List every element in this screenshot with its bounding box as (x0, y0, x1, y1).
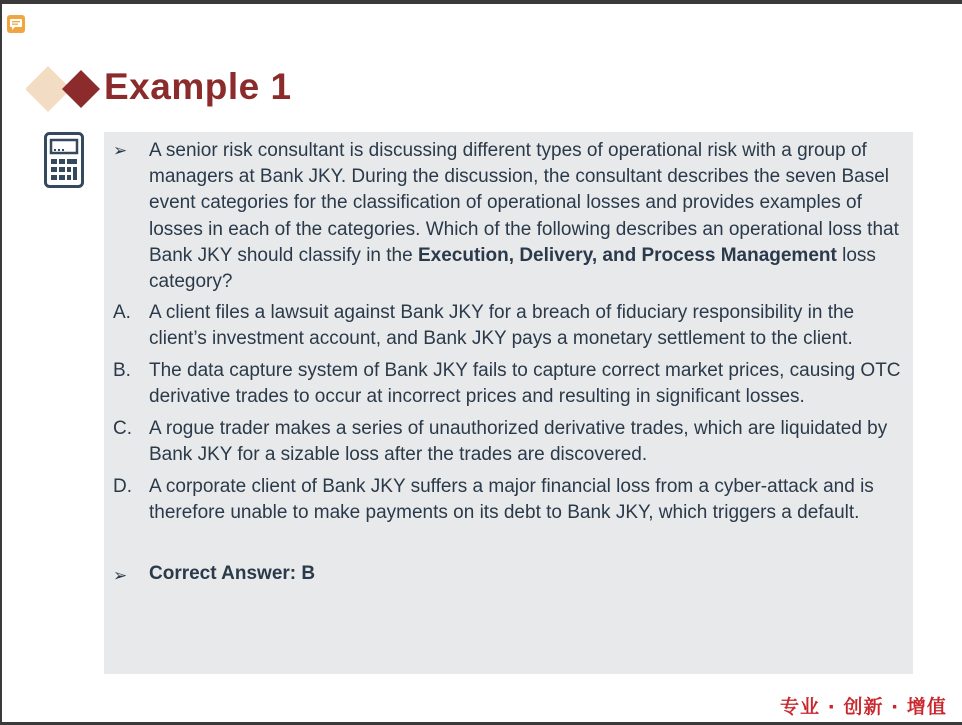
slide-title: Example 1 (104, 66, 292, 107)
option-a-letter: A. (113, 302, 131, 323)
answer-bullet: ➢ (113, 566, 128, 585)
window-top-border (0, 0, 962, 4)
question-bullet: ➢ (113, 141, 128, 160)
correct-answer: Correct Answer: B (149, 563, 316, 584)
diamond-icon (26, 64, 106, 114)
footer-slogan: 专业 · 创新 · 增值 (780, 696, 947, 718)
question-text-bold: Execution, Delivery, and Process Management (417, 244, 837, 266)
question-text-start: A senior risk consultant is discussing different types of operational risk with a group of managers at Bank JKY. During the discussion, the consultant describes the seven Basel event categories for the classification of operational losses and provides examples of losses in each of the categories. Which of the following describes an operational loss that Bank JKY should classify in the (149, 140, 899, 266)
option-d-text: A corporate client of Bank JKY suffers a major financial loss from a cyber-attack and is therefore unable to make payments on its debt to Bank JKY, which triggers a default. (149, 476, 874, 523)
window-left-border (0, 0, 2, 725)
option-c-letter: C. (113, 418, 132, 439)
option-c-text: A rogue trader makes a series of unauthorized derivative trades, which are liquidated by Bank JKY for a sizable loss after the trades are discovered. (149, 418, 888, 465)
question-text (149, 138, 899, 295)
option-a-text: A client files a lawsuit against Bank JKY for a breach of fiduciary responsibility in the client’s investment account, and Bank JKY pays a monetary settlement to the client. (149, 302, 855, 349)
question-text-end: loss category? (149, 244, 876, 293)
option-b-text: The data capture system of Bank JKY fails to capture correct market prices, causing OTC derivative trades to occur at incorrect prices and resulting in significant losses. (149, 360, 901, 407)
comment-icon[interactable] (6, 14, 26, 34)
option-d-letter: D. (113, 476, 132, 497)
calculator-icon (44, 132, 84, 188)
option-b-letter: B. (113, 360, 131, 381)
